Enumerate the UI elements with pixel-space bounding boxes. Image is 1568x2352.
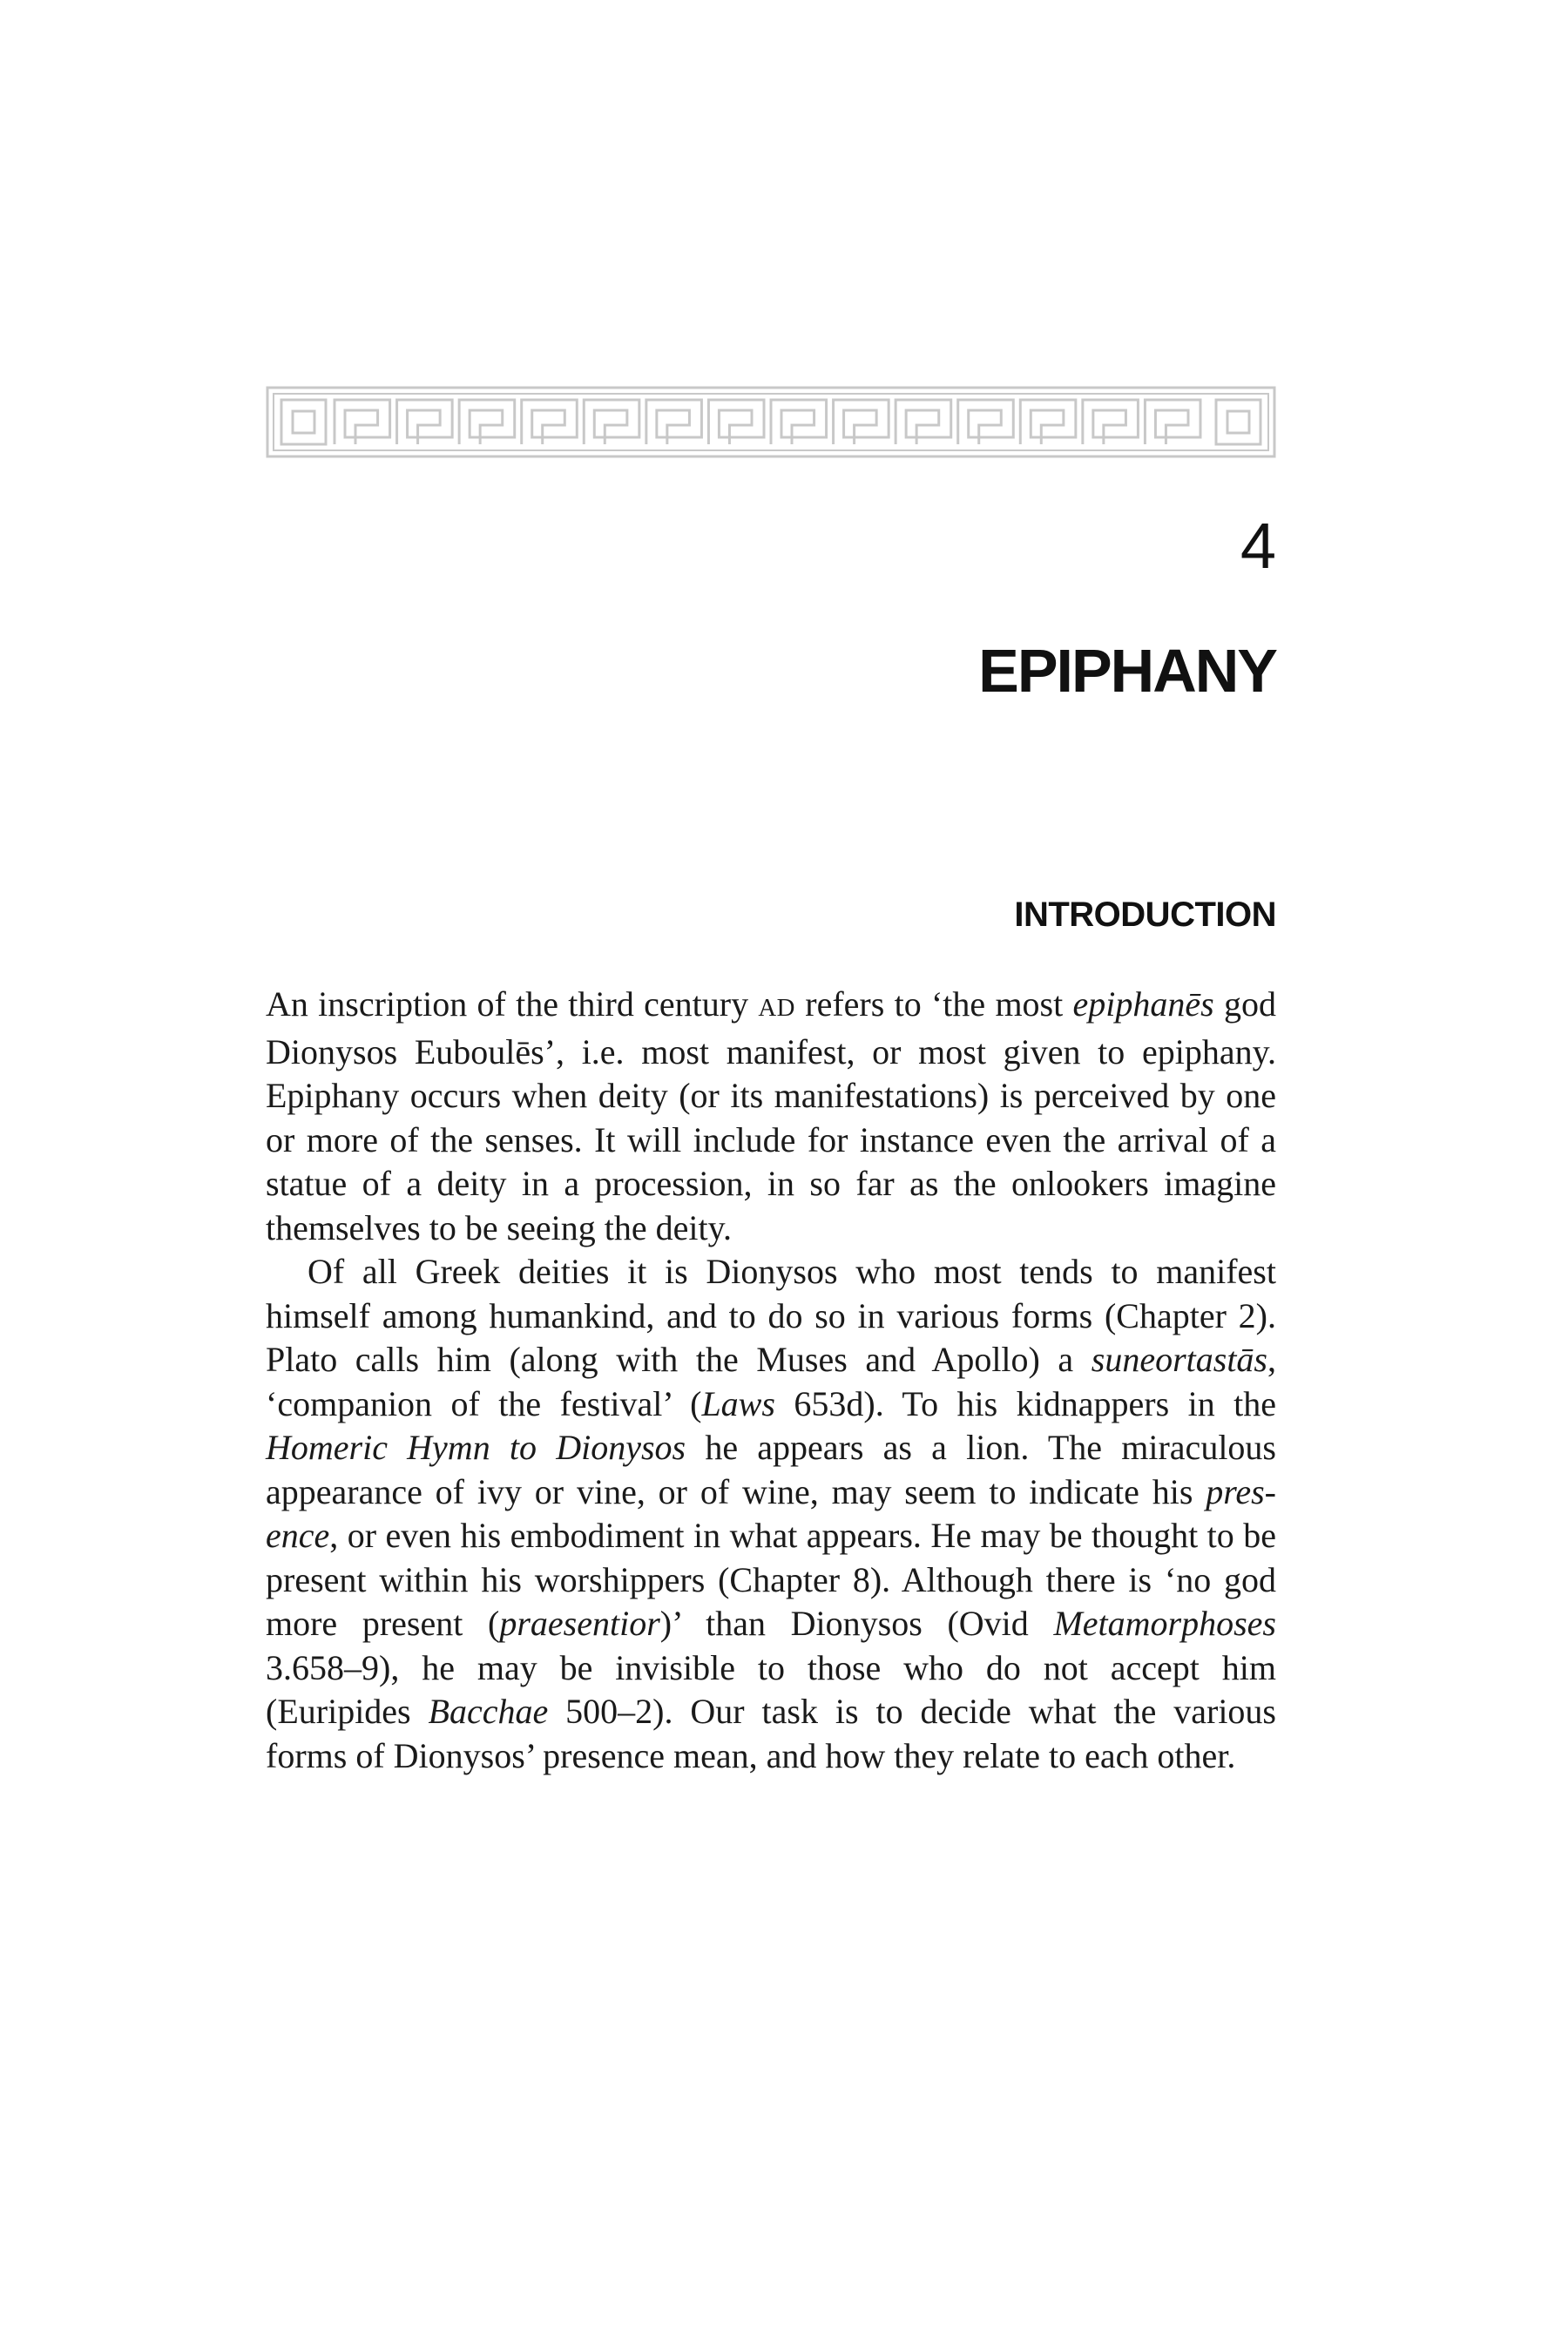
italic-title: Bacchae	[428, 1692, 549, 1731]
ornament-end-square-inner	[1227, 411, 1249, 433]
ornament-meander-unit	[459, 400, 515, 444]
text-run: 3.658–9), he may be invisible to those who do not accept him (Euripides	[266, 1647, 1276, 1731]
ornament-end-square	[1216, 400, 1260, 444]
paragraph-1	[266, 983, 1276, 1250]
ornament-meander-unit	[1145, 400, 1200, 444]
ornament-meander-unit	[834, 400, 889, 444]
chapter-number: 4	[1240, 510, 1276, 582]
italic-title: Metamorphoses	[1053, 1604, 1276, 1643]
text-run: , or even his embodiment in what appears. He may be thought to be present within his worshippers (Chapter 8). Although there is ‘no god more present (	[266, 1516, 1276, 1643]
text-run: , ‘companion of the festival’ (	[266, 1340, 1276, 1423]
paragraph-2	[266, 1250, 1276, 1778]
text-run: he appears as a lion. The miraculous appearance of ivy or vine, or of wine, may seem to indicate his	[266, 1428, 1276, 1511]
ornament-meander-unit	[1020, 400, 1076, 444]
ornament-meander-unit	[584, 400, 639, 444]
italic-term: suneortastās	[1091, 1340, 1267, 1379]
text-run: Of all Greek deities it is Dionysos who most tends to manifest himself among humankind, and to do so in various forms (Chapter 2). Plato calls him (along with the Muses and Apollo) a	[266, 1252, 1276, 1379]
text-run: refers to ‘the most	[794, 984, 1073, 1024]
text-run: An inscription of the third century	[266, 984, 759, 1024]
small-caps-era: AD	[758, 994, 795, 1022]
greek-key-ornament	[266, 386, 1276, 458]
ornament-meander-unit	[896, 400, 951, 444]
text-run: god Dionysos Euboulēs’, i.e. most manifest, or most given to epiphany. Epiphany occurs when deity (or its manifestations) is perceived by one or more of the senses. It will include for instance even the arrival of a statue of a deity in a procession, in so far as the onlookers imagine themselves to be seeing the deity.	[266, 984, 1277, 1247]
ornament-meander-unit	[397, 400, 453, 444]
chapter-title: EPIPHANY	[978, 637, 1276, 705]
ornament-meander-unit	[958, 400, 1014, 444]
ornament-end-square-inner	[293, 411, 314, 433]
text-run: )’ than Dionysos (Ovid	[659, 1604, 1054, 1643]
ornament-meander-unit	[335, 400, 390, 444]
ornament-meander-unit	[771, 400, 827, 444]
section-heading: INTRODUCTION	[1014, 896, 1276, 934]
text-run: 653d). To his kidnappers in the	[774, 1383, 1277, 1423]
ornament-end-square	[281, 400, 326, 444]
italic-term: epiphanēs	[1072, 984, 1214, 1024]
italic-term: praesentior	[499, 1604, 660, 1643]
ornament-meander-unit	[522, 400, 578, 444]
italic-term: pres-ence	[266, 1471, 1276, 1555]
italic-title: Laws	[701, 1383, 775, 1423]
ornament-meander-unit	[646, 400, 702, 444]
ornament-meander-unit	[708, 400, 764, 444]
text-run: 500–2). Our task is to decide what the various forms of Dionysos’ presence mean, and how they relate to each other.	[266, 1692, 1276, 1775]
body-text	[266, 983, 1276, 1778]
italic-title: Homeric Hymn to Dionysos	[266, 1428, 686, 1467]
ornament-meander-unit	[1083, 400, 1139, 444]
